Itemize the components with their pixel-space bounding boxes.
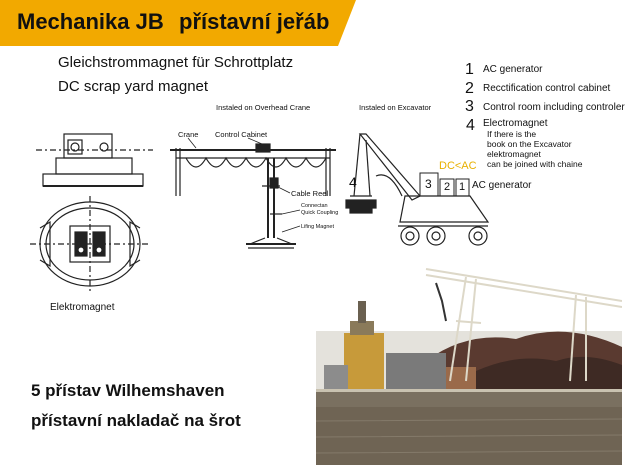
label-elektromagnet: Elektromagnet	[50, 302, 115, 313]
label-lifting-magnet: Lifing Magnet	[301, 224, 335, 230]
excavator-number-2: 2	[444, 181, 451, 193]
legend-note-1: If there is the	[487, 129, 537, 139]
legend-text-2: Recctification control cabinet	[483, 83, 611, 94]
legend-note-3: elektromagnet	[487, 149, 541, 159]
overhead-crane-title: Instaled on Overhead Crane	[216, 103, 311, 112]
label-connector: Connectan	[301, 203, 328, 209]
legend-note-4: can be joined with chaine	[487, 159, 583, 169]
legend-note-2: book on the Excavator	[487, 139, 572, 149]
label-crane: Crane	[178, 130, 199, 139]
banner-title: Mechanika JB	[17, 9, 164, 34]
caption-line-2: přístavní nakladač na šrot	[31, 411, 241, 430]
excavator-number-3: 3	[425, 177, 432, 191]
legend-text-3: Control room including controler	[483, 102, 625, 113]
excavator-number-1: 1	[459, 181, 466, 193]
excavator-drawing	[346, 134, 488, 245]
legend-text-4: Electromagnet	[483, 118, 548, 129]
legend-num-3: 3	[465, 98, 474, 115]
elektromagnet-top-view	[30, 196, 150, 292]
excavator-title: Instaled on Excavator	[359, 103, 432, 112]
label-cable-reel: Cable Reel	[291, 189, 329, 198]
banner-subtitle: přístavní jeřáb	[179, 9, 330, 34]
elektromagnet-side-view	[36, 134, 153, 186]
excavator-number-4: 4	[349, 174, 357, 190]
heading-english: DC scrap yard magnet	[58, 78, 209, 95]
legend-num-2: 2	[465, 80, 474, 97]
label-control-cabinet: Control Cabinet	[215, 130, 268, 139]
legend-num-1: 1	[465, 61, 474, 78]
heading-german: Gleichstrommagnet für Schrottplatz	[58, 54, 294, 71]
legend-num-4: 4	[466, 117, 475, 134]
caption-line-1: 5 přístav Wilhemshaven	[31, 381, 225, 400]
port-crane-illustration	[316, 261, 622, 465]
label-quick-coupling: Quick Coupling	[301, 210, 339, 216]
label-dc-ac: DC<AC	[439, 160, 477, 172]
label-ac-generator-diagram: AC generator	[472, 180, 532, 191]
port-crane-photo	[316, 261, 622, 465]
legend-text-1: AC generator	[483, 64, 543, 75]
